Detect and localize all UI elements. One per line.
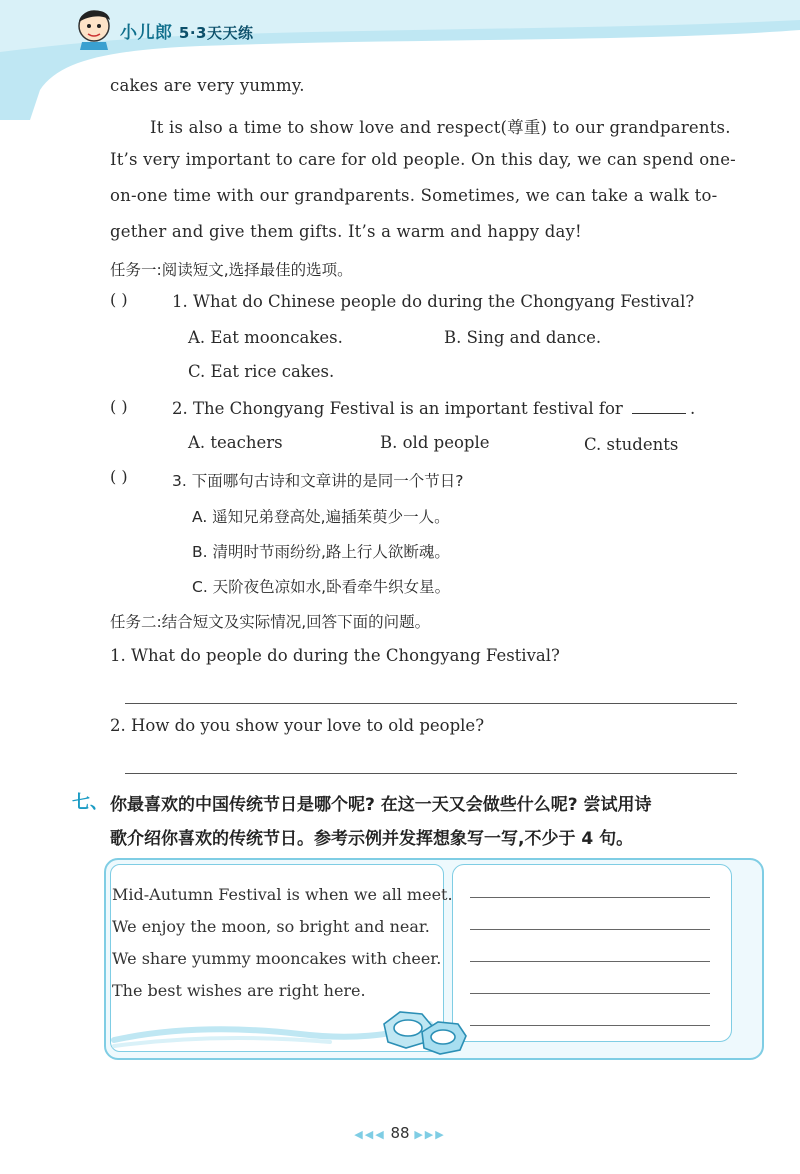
q1-option-b[interactable]: B. Sing and dance. <box>444 328 602 347</box>
example-poem-line-4: The best wishes are right here. <box>112 981 366 1000</box>
writing-line-5[interactable] <box>470 1025 710 1026</box>
q1-option-a[interactable]: A. Eat mooncakes. <box>188 328 343 347</box>
prev-arrows-icon: ◀◀◀ <box>354 1128 386 1141</box>
passage-line-0: cakes are very yummy. <box>110 76 305 95</box>
next-arrows-icon: ▶▶▶ <box>414 1128 446 1141</box>
q2-stem-wrap <box>172 399 695 418</box>
task2-answer-line-1[interactable] <box>125 703 737 704</box>
page-footer <box>0 1124 800 1142</box>
passage-line-3: on-one time with our grandparents. Sometimes, we can take a walk to- <box>110 186 718 205</box>
writing-line-4[interactable] <box>470 993 710 994</box>
page-number: 88 <box>390 1124 410 1142</box>
boy-mascot-icon <box>72 4 116 50</box>
q2-stem: 2. The Chongyang Festival is an important festival for <box>172 399 623 418</box>
q2-answer-bracket[interactable]: ( ) <box>110 397 128 416</box>
q2-stem-end: . <box>690 399 696 418</box>
passage-line-4: gether and give them gifts. It’s a warm and happy day! <box>110 222 582 241</box>
brand-series: 5·3天天练 <box>178 24 254 42</box>
writing-line-3[interactable] <box>470 961 710 962</box>
q2-fill-blank[interactable] <box>632 399 686 414</box>
writing-panel <box>452 864 732 1042</box>
q3-option-a[interactable]: A. 遥知兄弟登高处,遍插茱萸少一人。 <box>192 508 450 526</box>
rice-cake-icon <box>378 1002 470 1056</box>
task1-title: 任务一:阅读短文,选择最佳的选项。 <box>110 261 353 279</box>
task2-title: 任务二:结合短文及实际情况,回答下面的问题。 <box>110 613 431 631</box>
q1-answer-bracket[interactable]: ( ) <box>110 290 128 309</box>
q2-option-c[interactable]: C. students <box>584 435 679 454</box>
example-poem-line-1: Mid-Autumn Festival is when we all meet. <box>112 885 453 904</box>
example-poem-line-3: We share yummy mooncakes with cheer. <box>112 949 442 968</box>
q2-option-a[interactable]: A. teachers <box>188 433 283 452</box>
writing-line-1[interactable] <box>470 897 710 898</box>
section7-instruction-line-2: 歌介绍你喜欢的传统节日。参考示例并发挥想象写一写,不少于 4 句。 <box>110 829 634 849</box>
brand-name: 小儿郎 <box>120 23 173 43</box>
task2-question-1: 1. What do people do during the Chongyang Festival? <box>110 646 560 665</box>
q3-stem: 3. 下面哪句古诗和文章讲的是同一个节日? <box>172 472 464 490</box>
brand-title <box>120 18 254 43</box>
passage-line-1: It is also a time to show love and respect(尊重) to our grandparents. <box>150 118 731 137</box>
q2-option-b[interactable]: B. old people <box>380 433 490 452</box>
passage-line-2: It’s very important to care for old people. On this day, we can spend one- <box>110 150 736 169</box>
example-poem-line-2: We enjoy the moon, so bright and near. <box>112 917 430 936</box>
writing-line-2[interactable] <box>470 929 710 930</box>
section7-number: 七、 <box>72 792 108 813</box>
section7-instruction-line-1: 你最喜欢的中国传统节日是哪个呢? 在这一天又会做些什么呢? 尝试用诗 <box>110 795 652 815</box>
q1-option-c[interactable]: C. Eat rice cakes. <box>188 362 335 381</box>
task2-question-2: 2. How do you show your love to old people? <box>110 716 485 735</box>
q3-answer-bracket[interactable]: ( ) <box>110 467 128 486</box>
q3-option-c[interactable]: C. 天阶夜色凉如水,卧看牵牛织女星。 <box>192 578 451 596</box>
q1-stem: 1. What do Chinese people do during the Chongyang Festival? <box>172 292 695 311</box>
q3-option-b[interactable]: B. 清明时节雨纷纷,路上行人欲断魂。 <box>192 543 450 561</box>
task2-answer-line-2[interactable] <box>125 773 737 774</box>
